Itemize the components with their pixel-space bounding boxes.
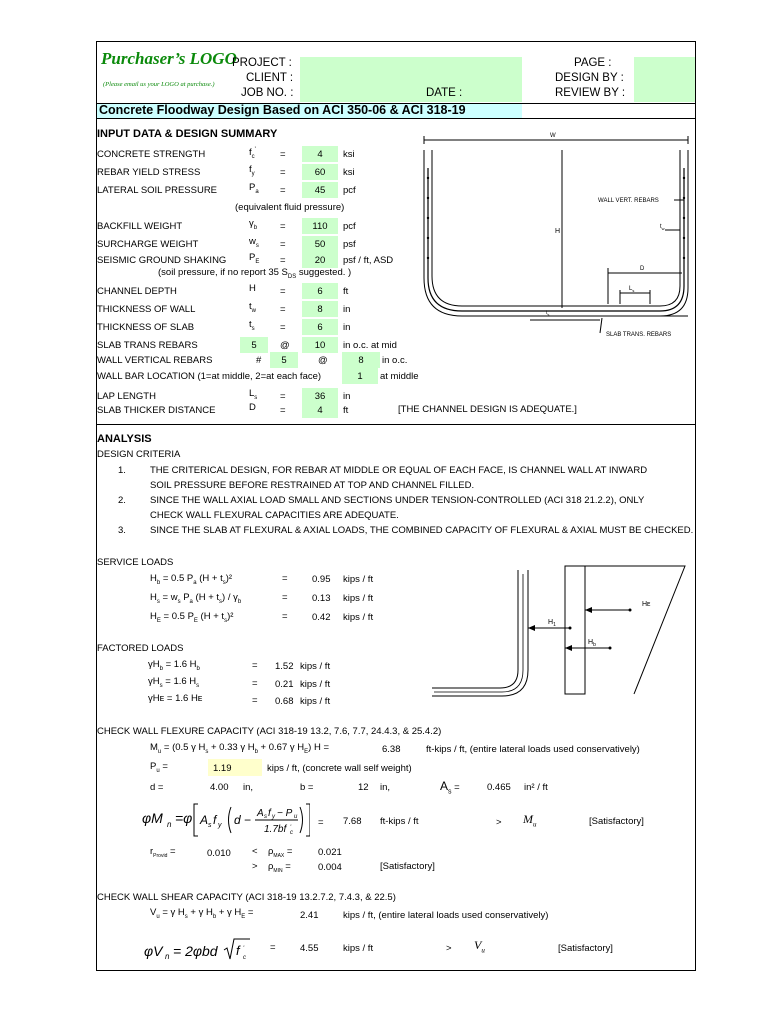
wall-spacing-unit: in o.c. <box>382 355 408 366</box>
svg-text:= 2φbd: = 2φbd <box>173 943 218 959</box>
criteria-num: 2. <box>118 495 126 506</box>
svg-text:=φ: =φ <box>175 810 193 826</box>
rho-min-value: 0.004 <box>318 862 342 873</box>
input-label: THICKNESS OF SLAB <box>97 322 195 333</box>
rho-min-label: $\rho_{MIN}$ = <box>268 861 291 874</box>
tw-dim: $t_w$ <box>660 224 665 231</box>
eq: = <box>280 405 286 416</box>
as-label: $A_s$ = <box>440 779 460 796</box>
svg-text:c: c <box>290 830 293 836</box>
factored-heading: FACTORED LOADS <box>97 643 184 654</box>
input-symbol: $P_E$ <box>249 252 260 265</box>
reviewby-label: REVIEW BY : <box>555 87 626 99</box>
criteria-num: 1. <box>118 465 126 476</box>
wall-loc-value: 1 <box>357 371 363 382</box>
gt: > <box>446 943 452 954</box>
mu-value: 6.38 <box>382 744 401 755</box>
flexure-heading: CHECK WALL FLEXURE CAPACITY (ACI 318-19 13.2, 7.6, 7.7, 24.4.3, & 25.4.2) <box>97 726 442 737</box>
input-unit: ft <box>343 286 349 297</box>
gt: > <box>252 861 258 872</box>
input-value: 8 <box>317 304 323 315</box>
svg-text:φV: φV <box>144 943 163 959</box>
input-symbol: H <box>249 283 256 294</box>
unit: kips / ft <box>343 612 374 623</box>
rho-status: [Satisfactory] <box>380 861 435 872</box>
phivn-value: 4.55 <box>300 943 319 954</box>
d-unit: in, <box>243 782 254 793</box>
input-symbol: $f_y$ <box>249 164 255 177</box>
input-label: LATERAL SOIL PRESSURE <box>97 185 218 196</box>
phi-vn-formula <box>142 935 252 965</box>
input-value: 50 <box>314 239 326 250</box>
as-value: 0.465 <box>487 782 511 793</box>
shear-status: [Satisfactory] <box>558 943 613 954</box>
input-symbol: $w_s$ <box>249 236 259 249</box>
shear-heading: CHECK WALL SHEAR CAPACITY (ACI 318-19 13.2.7.2, 7.4.3, & 22.5) <box>97 892 396 903</box>
d-dim: D <box>640 266 645 272</box>
svg-text:1.7bf: 1.7bf <box>264 824 287 835</box>
divider <box>96 424 696 425</box>
slab-trans-rebars-label: SLAB TRANS. REBARS <box>606 332 672 338</box>
svg-text:u: u <box>294 814 298 820</box>
page-field[interactable] <box>634 57 695 102</box>
divider <box>96 118 696 119</box>
slab-spacing-unit: in o.c. at mid <box>343 340 397 351</box>
input-value: 20 <box>314 255 326 266</box>
input-label: SLAB THICKER DISTANCE <box>97 405 216 416</box>
input-symbol: $\gamma_b$ <box>249 218 258 231</box>
designby-label: DESIGN BY : <box>555 72 624 84</box>
input-label: LAP LENGTH <box>97 391 156 402</box>
input-unit: ksi <box>343 149 355 160</box>
input-unit: in <box>343 322 351 333</box>
d-value: 4.00 <box>210 782 229 793</box>
load-diagram <box>420 560 690 700</box>
criteria-num: 3. <box>118 525 126 536</box>
as-unit: in² / ft <box>524 782 548 793</box>
channel-section-diagram <box>410 128 695 348</box>
page-title: Concrete Floodway Design Based on ACI 350-06 & ACI 318-19 <box>99 103 466 117</box>
input-unit: pcf <box>343 221 356 232</box>
hs-formula: $H_s = w_s$ $P_a$ $(H + t_s) / \gamma_b$ <box>150 592 242 605</box>
wall-spacing-value: 8 <box>358 355 364 366</box>
input-symbol: $P_a$ <box>249 182 259 195</box>
input-value: 4 <box>317 149 323 160</box>
eq: = <box>280 286 286 297</box>
input-label: THICKNESS OF WALL <box>97 304 196 315</box>
criteria-text: CHECK WALL FLEXURAL CAPACITIES ARE ADEQUATE. <box>150 510 399 521</box>
adequate-status: [THE CHANNEL DESIGN IS ADEQUATE.] <box>398 404 577 415</box>
date-label: DATE : <box>426 87 463 99</box>
wall-loc-label: WALL BAR LOCATION (1=at middle, 2=at each face) <box>97 371 322 382</box>
eq: = <box>280 221 286 232</box>
unit: kips / ft <box>343 574 374 585</box>
input-heading: INPUT DATA & DESIGN SUMMARY <box>97 128 278 140</box>
input-unit: ft <box>343 405 349 416</box>
hash: # <box>256 355 262 366</box>
hb-label: $H_b$ <box>588 639 596 648</box>
soil-note: (soil pressure, if no report 35 $S_{DS}$ suggested. ) <box>158 267 352 280</box>
hb-formula: $H_b = 0.5$ $P_a$ $(H + t_s)^2$ <box>150 573 233 586</box>
vu-value: 2.41 <box>300 910 319 921</box>
input-unit: ksi <box>343 167 355 178</box>
svg-text:f: f <box>213 813 217 827</box>
phimn-unit: ft-kips / ft <box>380 816 419 827</box>
vu-unit: kips / ft, (entire lateral loads used conservatively) <box>343 910 549 921</box>
jobno-label: JOB NO. : <box>241 87 294 99</box>
eq: = <box>282 611 288 622</box>
eq: = <box>252 695 258 706</box>
he-label: Hᴇ <box>642 601 651 608</box>
factored-hs: $\gamma H_s = 1.6$ $H_s$ <box>148 676 200 689</box>
vu-formula: $V_u = \gamma$ $H_s + \gamma$ $H_b + \gamma$ $H_E$ = <box>150 907 254 920</box>
wall-vert-label: WALL VERTICAL REBARS <box>97 355 213 366</box>
eq: = <box>282 573 288 584</box>
criteria-text: SINCE THE SLAB AT FLEXURAL & AXIAL LOADS, THE COMBINED CAPACITY OF FLEXURAL & AXIAL MUST BE CHECKED. <box>150 525 694 536</box>
criteria-text: SOIL PRESSURE BEFORE RESTRAINED AT TOP AND CHANNEL FILLED. <box>150 480 475 491</box>
input-value: 6 <box>317 286 323 297</box>
criteria-heading: DESIGN CRITERIA <box>97 449 181 460</box>
svg-text:φM: φM <box>142 810 163 826</box>
svg-text:f: f <box>236 943 240 958</box>
purchaser-logo: Purchaser’s LOGO <box>101 49 237 68</box>
gt: > <box>496 817 502 828</box>
eq: = <box>252 660 258 671</box>
unit: kips / ft <box>300 679 331 690</box>
slab-trans-label: SLAB TRANS REBARS <box>97 340 198 351</box>
input-label: SEISMIC GROUND SHAKING <box>97 255 227 266</box>
ls-dim: $L_s$ <box>629 286 635 293</box>
eq: = <box>270 942 276 953</box>
phimn-value: 7.68 <box>343 816 362 827</box>
unit: kips / ft <box>300 661 331 672</box>
svg-text:d −: d − <box>234 813 252 827</box>
input-symbol: $f_c'$ <box>249 147 256 161</box>
slab-spacing-value: 10 <box>314 340 326 351</box>
svg-text:s: s <box>208 822 212 829</box>
svg-text:y: y <box>272 814 275 820</box>
client-label: CLIENT : <box>246 72 294 84</box>
hb-value: 0.95 <box>312 574 331 585</box>
eq: = <box>280 322 286 333</box>
pu-label: $P_u$ = <box>150 761 168 774</box>
input-value: 6 <box>317 322 323 333</box>
mu-symbol: $M_u$ <box>523 812 537 829</box>
wall-vert-rebars-label: WALL VERT. REBARS <box>598 198 659 204</box>
project-label: PROJECT : <box>232 57 292 69</box>
input-value: 4 <box>317 405 323 416</box>
unit: kips / ft <box>343 593 374 604</box>
pu-unit: kips / ft, (concrete wall self weight) <box>267 763 412 774</box>
unit: kips / ft <box>300 696 331 707</box>
pu-value: 1.19 <box>213 763 232 774</box>
wall-loc-unit: at middle <box>380 371 419 382</box>
svg-text:c: c <box>243 955 246 961</box>
input-symbol: $L_s$ <box>249 388 258 401</box>
equiv-note: (equivalent fluid pressure) <box>235 202 345 213</box>
eq: = <box>280 391 286 402</box>
input-label: CONCRETE STRENGTH <box>97 149 206 160</box>
he-value: 0.42 <box>312 612 331 623</box>
slab-bar-size-value: 5 <box>251 340 257 351</box>
h1-label: $H_1$ <box>548 619 556 628</box>
ts-dim: $t_s$ <box>546 310 550 317</box>
input-value: 110 <box>312 221 328 232</box>
eq: = <box>280 185 286 196</box>
phi-mn-formula <box>140 798 310 840</box>
factored-hb: $\gamma H_b = 1.6$ $H_b$ <box>148 659 200 672</box>
criteria-text: THE CRITERICAL DESIGN, FOR REBAR AT MIDDLE OR EQUAL OF EACH FACE, IS CHANNEL WALL AT INWARD <box>150 465 648 476</box>
input-unit: in <box>343 391 351 402</box>
svg-text:− P: − P <box>277 808 293 819</box>
svg-text:n: n <box>165 952 170 961</box>
input-label: REBAR YIELD STRESS <box>97 167 201 178</box>
input-unit: psf <box>343 239 356 250</box>
svg-text:': ' <box>243 946 245 952</box>
input-value: 60 <box>314 167 326 178</box>
factored-he: γHᴇ = 1.6 Hᴇ <box>148 693 203 704</box>
input-symbol: $t_w$ <box>249 301 256 314</box>
eq: = <box>280 149 286 160</box>
eq: = <box>280 304 286 315</box>
svg-text:f: f <box>268 808 271 819</box>
input-label: BACKFILL WEIGHT <box>97 221 183 232</box>
svg-text:n: n <box>167 820 172 829</box>
b-value: 12 <box>358 782 369 793</box>
page-label: PAGE : <box>574 57 612 69</box>
rho-max-label: $\rho_{MAX}$ = <box>268 846 293 859</box>
eq: = <box>252 678 258 689</box>
flexure-status: [Satisfactory] <box>589 816 644 827</box>
input-label: CHANNEL DEPTH <box>97 286 177 297</box>
svg-text:y: y <box>218 822 222 829</box>
input-unit: psf / ft, ASD <box>343 255 394 266</box>
b-label: b = <box>300 782 314 793</box>
input-value: 36 <box>314 391 326 402</box>
phivn-unit: kips / ft <box>343 943 374 954</box>
rho-provided-value: 0.010 <box>207 848 231 859</box>
factored-hb-value: 1.52 <box>275 661 294 672</box>
svg-text:': ' <box>290 825 292 831</box>
rho-max-value: 0.021 <box>318 847 342 858</box>
d-label: d = <box>150 782 164 793</box>
eq: = <box>280 239 286 250</box>
logo-note: (Please email us your LOGO at purchase.) <box>103 81 215 88</box>
input-symbol: $t_s$ <box>249 319 255 332</box>
b-unit: in, <box>380 782 391 793</box>
eq: = <box>280 255 286 266</box>
svg-text:A: A <box>200 813 209 827</box>
w-dim: W <box>550 133 556 139</box>
project-field[interactable] <box>300 57 522 102</box>
input-symbol: D <box>249 402 256 413</box>
factored-he-value: 0.68 <box>275 696 294 707</box>
analysis-heading: ANALYSIS <box>97 433 152 445</box>
vu-symbol: $V_u$ <box>474 938 485 955</box>
h-dim: H <box>555 228 561 235</box>
he-formula: $H_E = 0.5$ $P_E$ $(H + t_s)^2$ <box>150 611 234 624</box>
factored-hs-value: 0.21 <box>275 679 294 690</box>
mu-formula: $M_u = (0.5$ γ $H_s + 0.33$ γ $H_b + 0.67$ γ $H_E$) H = <box>150 742 330 755</box>
rho-provided-label: $r_{Provid}$ = <box>150 846 176 859</box>
criteria-text: SINCE THE WALL AXIAL LOAD SMALL AND SECTIONS UNDER TENSION-CONTROLLED (ACI 318 21.2.2), ONLY <box>150 495 645 506</box>
service-heading: SERVICE LOADS <box>97 557 174 568</box>
input-value: 45 <box>314 185 326 196</box>
input-label: SURCHARGE WEIGHT <box>97 239 199 250</box>
hs-value: 0.13 <box>312 593 331 604</box>
at-sign: @ <box>280 340 290 351</box>
mu-unit: ft-kips / ft, (entire lateral loads used conservatively) <box>426 744 640 755</box>
at-sign: @ <box>318 355 328 366</box>
eq: = <box>280 167 286 178</box>
lt: < <box>252 846 258 857</box>
eq: = <box>318 817 324 828</box>
input-unit: pcf <box>343 185 356 196</box>
wall-bar-size-value: 5 <box>281 355 287 366</box>
svg-text:A: A <box>257 808 264 819</box>
eq: = <box>282 592 288 603</box>
svg-text:s: s <box>264 814 267 820</box>
input-unit: in <box>343 304 351 315</box>
